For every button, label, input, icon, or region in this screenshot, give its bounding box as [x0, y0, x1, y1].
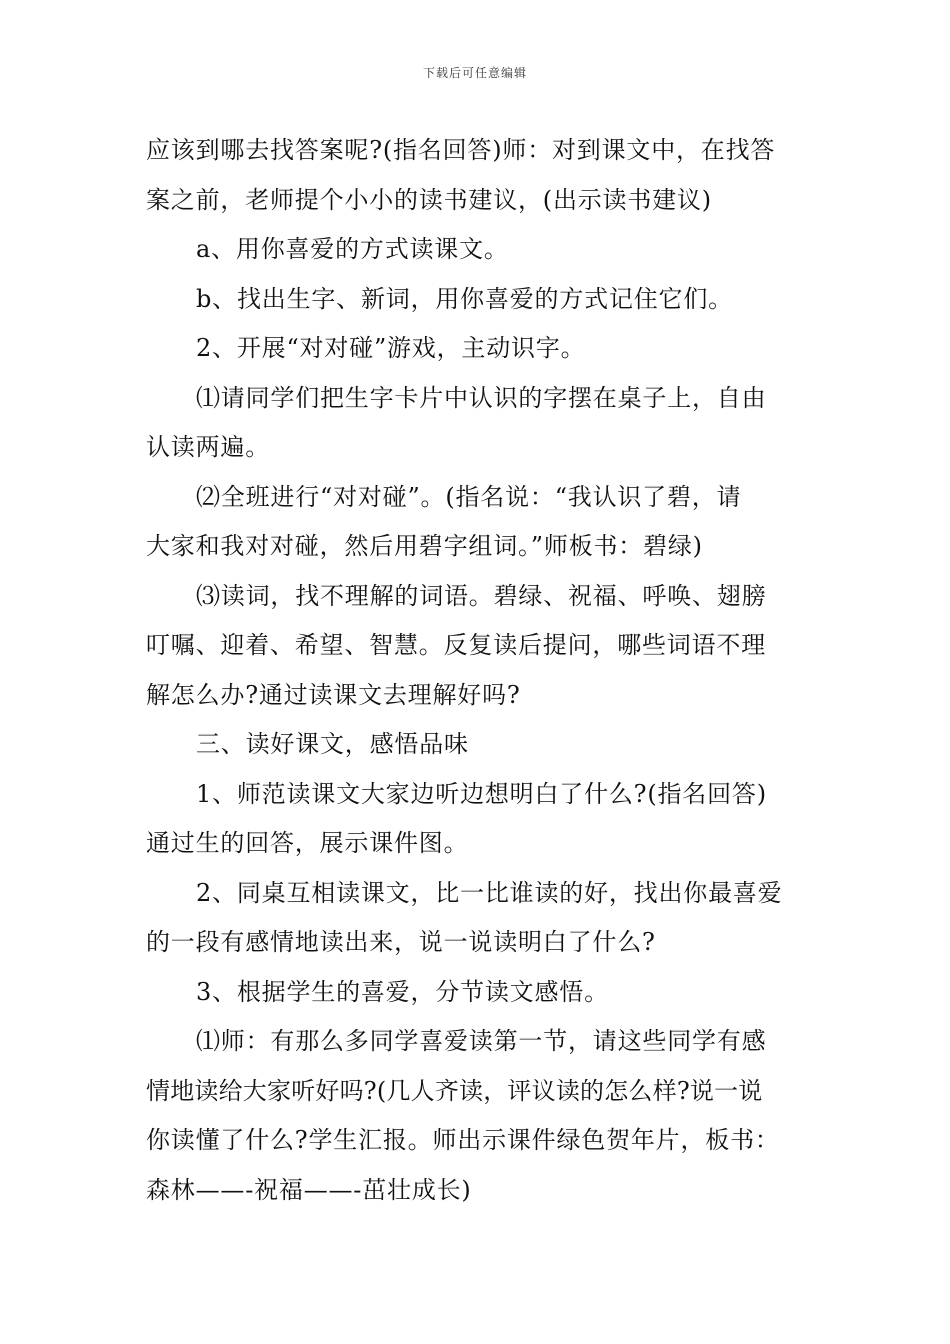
- text-line: b、找出生字、新词，用你喜爱的方式记住它们。: [196, 284, 733, 313]
- text-line: ⑴请同学们把生字卡片中认识的字摆在桌子上，自由: [196, 383, 767, 412]
- text-line: 应该到哪去找答案呢?(指名回答)师：对到课文中，在找答: [146, 136, 776, 164]
- text-line: 森林——-祝福——-茁壮成长): [146, 1175, 472, 1204]
- text-line: ⑶读词，找不理解的词语。碧绿、祝福、呼唤、翅膀: [196, 581, 767, 610]
- document-body: [146, 126, 816, 1215]
- text-line: 2、开展“对对碰”游戏，主动识字。: [196, 334, 586, 362]
- text-line: 情地读给大家听好吗?(几人齐读，评议读的怎么样?说一说: [146, 1076, 763, 1105]
- text-line: 3、根据学生的喜爱，分节读文感悟。: [196, 977, 609, 1006]
- text-line: 你读懂了什么?学生汇报。师出示课件绿色贺年片，板书：: [146, 1126, 780, 1154]
- text-line: a、用你喜爱的方式读课文。: [196, 235, 509, 263]
- text-line: 通过生的回答，展示课件图。: [146, 829, 469, 857]
- text-line: 解怎么办?通过读课文去理解好吗?: [146, 680, 521, 709]
- text-line: 1、师范读课文大家边听边想明白了什么?(指名回答): [196, 779, 767, 808]
- text-line: ⑵全班进行“对对碰”。(指名说：“我认识了碧，请: [196, 482, 742, 511]
- text-line: 大家和我对对碰，然后用碧字组词。”师板书：碧绿): [146, 532, 703, 560]
- text-line: 案之前，老师提个小小的读书建议，(出示读书建议): [146, 185, 712, 214]
- text-line: ⑴师：有那么多同学喜爱读第一节，请这些同学有感: [196, 1027, 767, 1055]
- page-header: 下载后可任意编辑: [422, 66, 527, 80]
- section-heading: 三、读好课文，感悟品味: [196, 730, 469, 758]
- text-line: 的一段有感情地读出来，说一说读明白了什么?: [146, 928, 656, 956]
- text-line: 叮嘱、迎着、希望、智慧。反复读后提问，哪些词语不理: [146, 631, 766, 659]
- text-line: 2、同桌互相读课文，比一比谁读的好，找出你最喜爱: [196, 878, 783, 907]
- text-line: 认读两遍。: [146, 433, 270, 461]
